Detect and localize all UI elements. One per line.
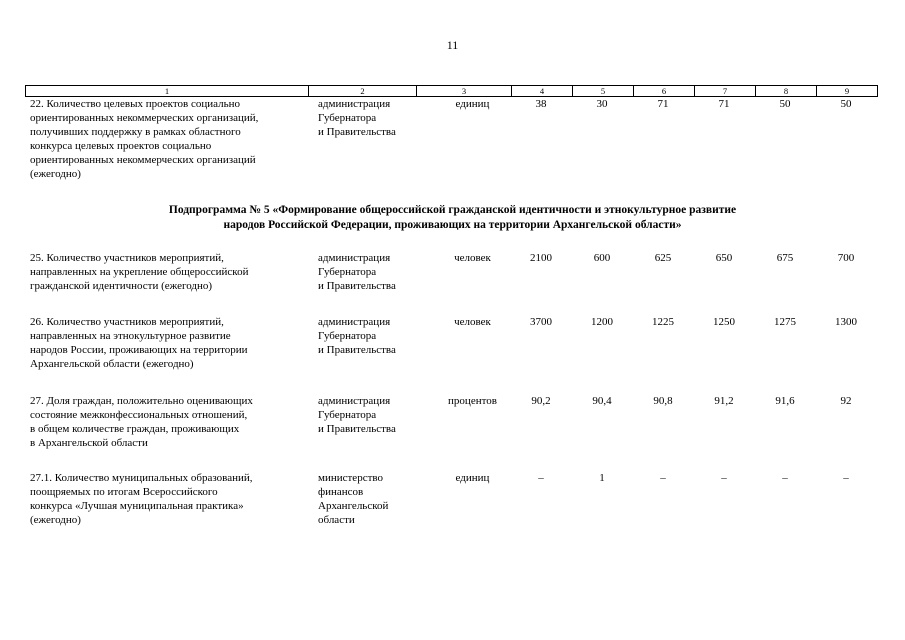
unit: человек <box>454 316 491 328</box>
responsible-body: администрация Губернатора и Правительства <box>318 252 396 292</box>
value-cell: 92 <box>840 395 852 407</box>
responsible-body: администрация Губернатора и Правительства <box>318 98 396 138</box>
responsible-body: администрация Губернатора и Правительства <box>318 316 396 356</box>
column-number: 3 <box>417 86 512 97</box>
value-cell: 700 <box>837 252 855 264</box>
value-cell: 1250 <box>713 316 735 328</box>
value-cell: 650 <box>715 252 733 264</box>
column-number: 6 <box>634 86 695 97</box>
value-cell: 675 <box>776 252 794 264</box>
value-cell: 625 <box>654 252 672 264</box>
unit: единиц <box>455 98 490 110</box>
value-cell: 1200 <box>591 316 613 328</box>
indicator-name: 27.1. Количество муниципальных образований, поощряемых по итогам Всероссийского конкурса «Лучшая муниципальная практика» (ежегодно) <box>30 472 253 526</box>
value-cell: 1275 <box>774 316 796 328</box>
value-cell: 600 <box>593 252 611 264</box>
value-cell: 38 <box>535 98 547 110</box>
value-cell: 2100 <box>530 252 552 264</box>
responsible-body: министерство финансов Архангельской области <box>318 472 389 526</box>
value-cell: 30 <box>596 98 608 110</box>
indicator-name: 27. Доля граждан, положительно оценивающих состояние межконфессиональных отношений, в общем количестве граждан, проживающих в Архангельской области <box>30 395 253 449</box>
column-number-header <box>25 85 878 97</box>
indicator-name: 26. Количество участников мероприятий, направленных на этнокультурное развитие народов России, проживающих на территории Архангельской области (ежегодно) <box>30 316 248 370</box>
unit: человек <box>454 252 491 264</box>
page-number: 11 <box>446 38 459 52</box>
column-number: 1 <box>26 86 309 97</box>
value-cell: – <box>782 472 788 484</box>
value-cell: 71 <box>657 98 669 110</box>
value-cell: 50 <box>840 98 852 110</box>
unit: процентов <box>448 395 497 407</box>
unit: единиц <box>455 472 490 484</box>
value-cell: 3700 <box>530 316 552 328</box>
column-number: 5 <box>573 86 634 97</box>
column-number: 8 <box>756 86 817 97</box>
indicator-name: 22. Количество целевых проектов социально ориентированных некоммерческих организаций, получивших поддержку в рамках областного конкурса целевых проектов социально ориентированных некоммерческих организаций (ежегодно) <box>30 98 259 180</box>
value-cell: 1 <box>599 472 605 484</box>
value-cell: 90,4 <box>592 395 612 407</box>
value-cell: 1300 <box>835 316 857 328</box>
indicator-name: 25. Количество участников мероприятий, направленных на укрепление общероссийской гражданской идентичности (ежегодно) <box>30 252 249 292</box>
value-cell: – <box>843 472 849 484</box>
value-cell: – <box>721 472 727 484</box>
value-cell: 71 <box>718 98 730 110</box>
value-cell: 90,2 <box>531 395 551 407</box>
column-number: 7 <box>695 86 756 97</box>
value-cell: 91,6 <box>775 395 795 407</box>
value-cell: – <box>660 472 666 484</box>
responsible-body: администрация Губернатора и Правительства <box>318 395 396 435</box>
value-cell: 91,2 <box>714 395 734 407</box>
column-number: 4 <box>512 86 573 97</box>
column-number: 9 <box>817 86 878 97</box>
value-cell: 50 <box>779 98 791 110</box>
subprogram-title: Подпрограмма № 5 «Формирование общероссийской гражданской идентичности и этнокультурное развитие народов Российской Федерации, проживающих на территории Архангельской области» <box>168 204 737 231</box>
column-number: 2 <box>309 86 417 97</box>
value-cell: – <box>538 472 544 484</box>
value-cell: 1225 <box>652 316 674 328</box>
value-cell: 90,8 <box>653 395 673 407</box>
